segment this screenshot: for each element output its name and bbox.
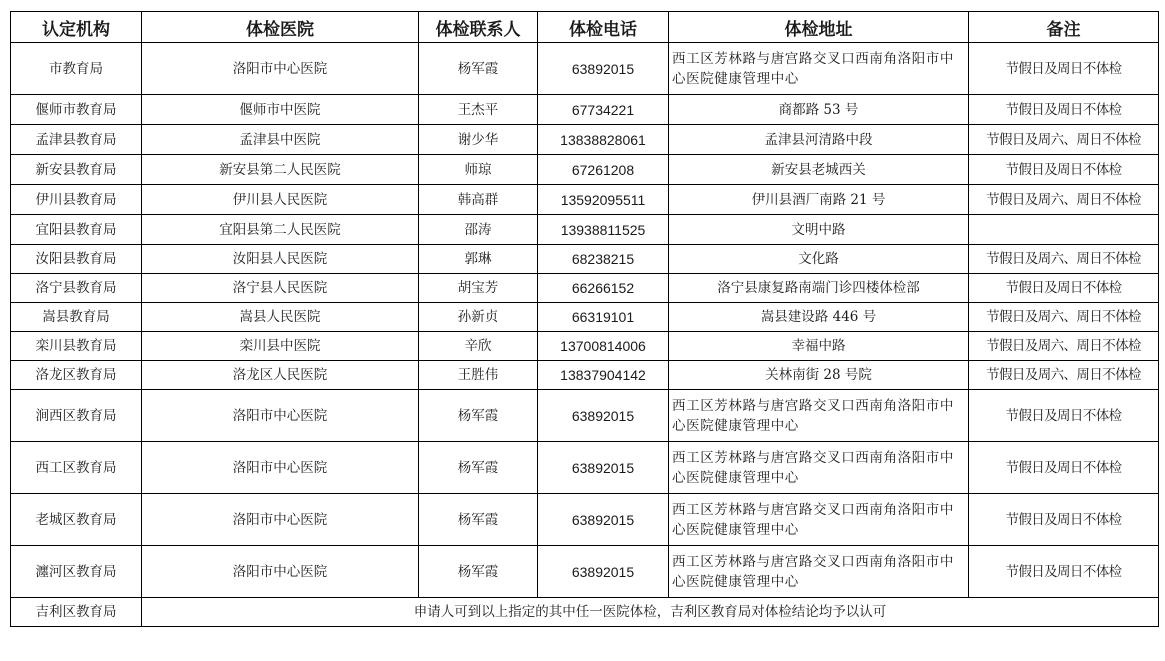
table-row	[11, 494, 1159, 546]
address-cell: 西工区芳林路与唐宫路交叉口西南角洛阳市中心医院健康管理中心	[669, 494, 969, 546]
note-cell: 节假日及周六、周日不体检	[969, 125, 1159, 155]
merged-note-cell: 申请人可到以上指定的其中任一医院体检，吉利区教育局对体检结论均予以认可	[142, 598, 1159, 627]
note-cell: 节假日及周六、周日不体检	[969, 303, 1159, 332]
hospital-cell: 洛阳市中心医院	[142, 546, 419, 598]
contact-cell: 韩高群	[419, 185, 538, 215]
address-cell: 伊川县酒厂南路 21 号	[669, 185, 969, 215]
contact-cell: 胡宝芳	[419, 274, 538, 303]
phone-cell: 63892015	[538, 43, 669, 95]
org-cell: 栾川县教育局	[11, 332, 142, 361]
note-cell: 节假日及周六、周日不体检	[969, 185, 1159, 215]
org-cell: 偃师市教育局	[11, 95, 142, 125]
org-cell: 孟津县教育局	[11, 125, 142, 155]
contact-cell: 孙新贞	[419, 303, 538, 332]
address-cell: 西工区芳林路与唐宫路交叉口西南角洛阳市中心医院健康管理中心	[669, 43, 969, 95]
note-cell: 节假日及周六、周日不体检	[969, 361, 1159, 390]
phone-cell: 63892015	[538, 442, 669, 494]
table-row	[11, 95, 1159, 125]
table-row	[11, 215, 1159, 245]
address-cell: 洛宁县康复路南端门诊四楼体检部	[669, 274, 969, 303]
note-cell: 节假日及周六、周日不体检	[969, 332, 1159, 361]
note-cell: 节假日及周日不体检	[969, 494, 1159, 546]
org-cell: 瀍河区教育局	[11, 546, 142, 598]
address-cell: 孟津县河清路中段	[669, 125, 969, 155]
contact-cell: 邵涛	[419, 215, 538, 245]
table-row	[11, 390, 1159, 442]
health-exam-table	[10, 11, 1159, 627]
hospital-cell: 洛阳市中心医院	[142, 43, 419, 95]
hospital-cell: 洛龙区人民医院	[142, 361, 419, 390]
table-row	[11, 303, 1159, 332]
phone-cell: 13838828061	[538, 125, 669, 155]
phone-cell: 13938811525	[538, 215, 669, 245]
phone-cell: 68238215	[538, 245, 669, 274]
org-cell: 宜阳县教育局	[11, 215, 142, 245]
hospital-cell: 洛阳市中心医院	[142, 442, 419, 494]
note-cell	[969, 215, 1159, 245]
table-row	[11, 442, 1159, 494]
contact-cell: 王杰平	[419, 95, 538, 125]
note-cell: 节假日及周日不体检	[969, 43, 1159, 95]
address-cell: 西工区芳林路与唐宫路交叉口西南角洛阳市中心医院健康管理中心	[669, 546, 969, 598]
note-cell: 节假日及周六、周日不体检	[969, 245, 1159, 274]
table-row	[11, 155, 1159, 185]
address-cell: 关林南街 28 号院	[669, 361, 969, 390]
header-contact: 体检联系人	[419, 12, 538, 43]
contact-cell: 杨军霞	[419, 43, 538, 95]
hospital-cell: 新安县第二人民医院	[142, 155, 419, 185]
address-cell: 文化路	[669, 245, 969, 274]
org-cell: 新安县教育局	[11, 155, 142, 185]
header-address: 体检地址	[669, 12, 969, 43]
note-cell: 节假日及周日不体检	[969, 390, 1159, 442]
table-row	[11, 125, 1159, 155]
contact-cell: 师琼	[419, 155, 538, 185]
hospital-cell: 洛阳市中心医院	[142, 494, 419, 546]
table-row	[11, 546, 1159, 598]
header-note: 备注	[969, 12, 1159, 43]
address-cell: 幸福中路	[669, 332, 969, 361]
org-cell: 嵩县教育局	[11, 303, 142, 332]
phone-cell: 13700814006	[538, 332, 669, 361]
hospital-cell: 洛宁县人民医院	[142, 274, 419, 303]
table-row	[11, 332, 1159, 361]
note-cell: 节假日及周日不体检	[969, 442, 1159, 494]
exam-table-page	[10, 11, 1158, 627]
hospital-cell: 洛阳市中心医院	[142, 390, 419, 442]
phone-cell: 67261208	[538, 155, 669, 185]
org-cell: 洛宁县教育局	[11, 274, 142, 303]
address-cell: 新安县老城西关	[669, 155, 969, 185]
contact-cell: 杨军霞	[419, 546, 538, 598]
phone-cell: 63892015	[538, 494, 669, 546]
note-cell: 节假日及周日不体检	[969, 274, 1159, 303]
org-cell: 吉利区教育局	[11, 598, 142, 627]
hospital-cell: 嵩县人民医院	[142, 303, 419, 332]
phone-cell: 13837904142	[538, 361, 669, 390]
address-cell: 嵩县建设路 446 号	[669, 303, 969, 332]
hospital-cell: 栾川县中医院	[142, 332, 419, 361]
hospital-cell: 宜阳县第二人民医院	[142, 215, 419, 245]
org-cell: 伊川县教育局	[11, 185, 142, 215]
contact-cell: 杨军霞	[419, 390, 538, 442]
header-org: 认定机构	[11, 12, 142, 43]
table-row	[11, 43, 1159, 95]
phone-cell: 66266152	[538, 274, 669, 303]
contact-cell: 杨军霞	[419, 442, 538, 494]
header-hospital: 体检医院	[142, 12, 419, 43]
hospital-cell: 汝阳县人民医院	[142, 245, 419, 274]
table-row	[11, 361, 1159, 390]
phone-cell: 63892015	[538, 390, 669, 442]
address-cell: 商都路 53 号	[669, 95, 969, 125]
note-cell: 节假日及周日不体检	[969, 155, 1159, 185]
org-cell: 西工区教育局	[11, 442, 142, 494]
header-phone: 体检电话	[538, 12, 669, 43]
address-cell: 西工区芳林路与唐宫路交叉口西南角洛阳市中心医院健康管理中心	[669, 390, 969, 442]
address-cell: 西工区芳林路与唐宫路交叉口西南角洛阳市中心医院健康管理中心	[669, 442, 969, 494]
hospital-cell: 伊川县人民医院	[142, 185, 419, 215]
note-cell: 节假日及周日不体检	[969, 95, 1159, 125]
table-row-jili	[11, 598, 1159, 627]
phone-cell: 66319101	[538, 303, 669, 332]
org-cell: 涧西区教育局	[11, 390, 142, 442]
address-cell: 文明中路	[669, 215, 969, 245]
org-cell: 老城区教育局	[11, 494, 142, 546]
hospital-cell: 偃师市中医院	[142, 95, 419, 125]
note-cell: 节假日及周日不体检	[969, 546, 1159, 598]
contact-cell: 辛欣	[419, 332, 538, 361]
phone-cell: 63892015	[538, 546, 669, 598]
table-row	[11, 185, 1159, 215]
org-cell: 市教育局	[11, 43, 142, 95]
table-row	[11, 274, 1159, 303]
contact-cell: 谢少华	[419, 125, 538, 155]
contact-cell: 王胜伟	[419, 361, 538, 390]
phone-cell: 13592095511	[538, 185, 669, 215]
table-row	[11, 245, 1159, 274]
org-cell: 汝阳县教育局	[11, 245, 142, 274]
hospital-cell: 孟津县中医院	[142, 125, 419, 155]
contact-cell: 郭琳	[419, 245, 538, 274]
contact-cell: 杨军霞	[419, 494, 538, 546]
header-row	[11, 12, 1159, 43]
phone-cell: 67734221	[538, 95, 669, 125]
org-cell: 洛龙区教育局	[11, 361, 142, 390]
